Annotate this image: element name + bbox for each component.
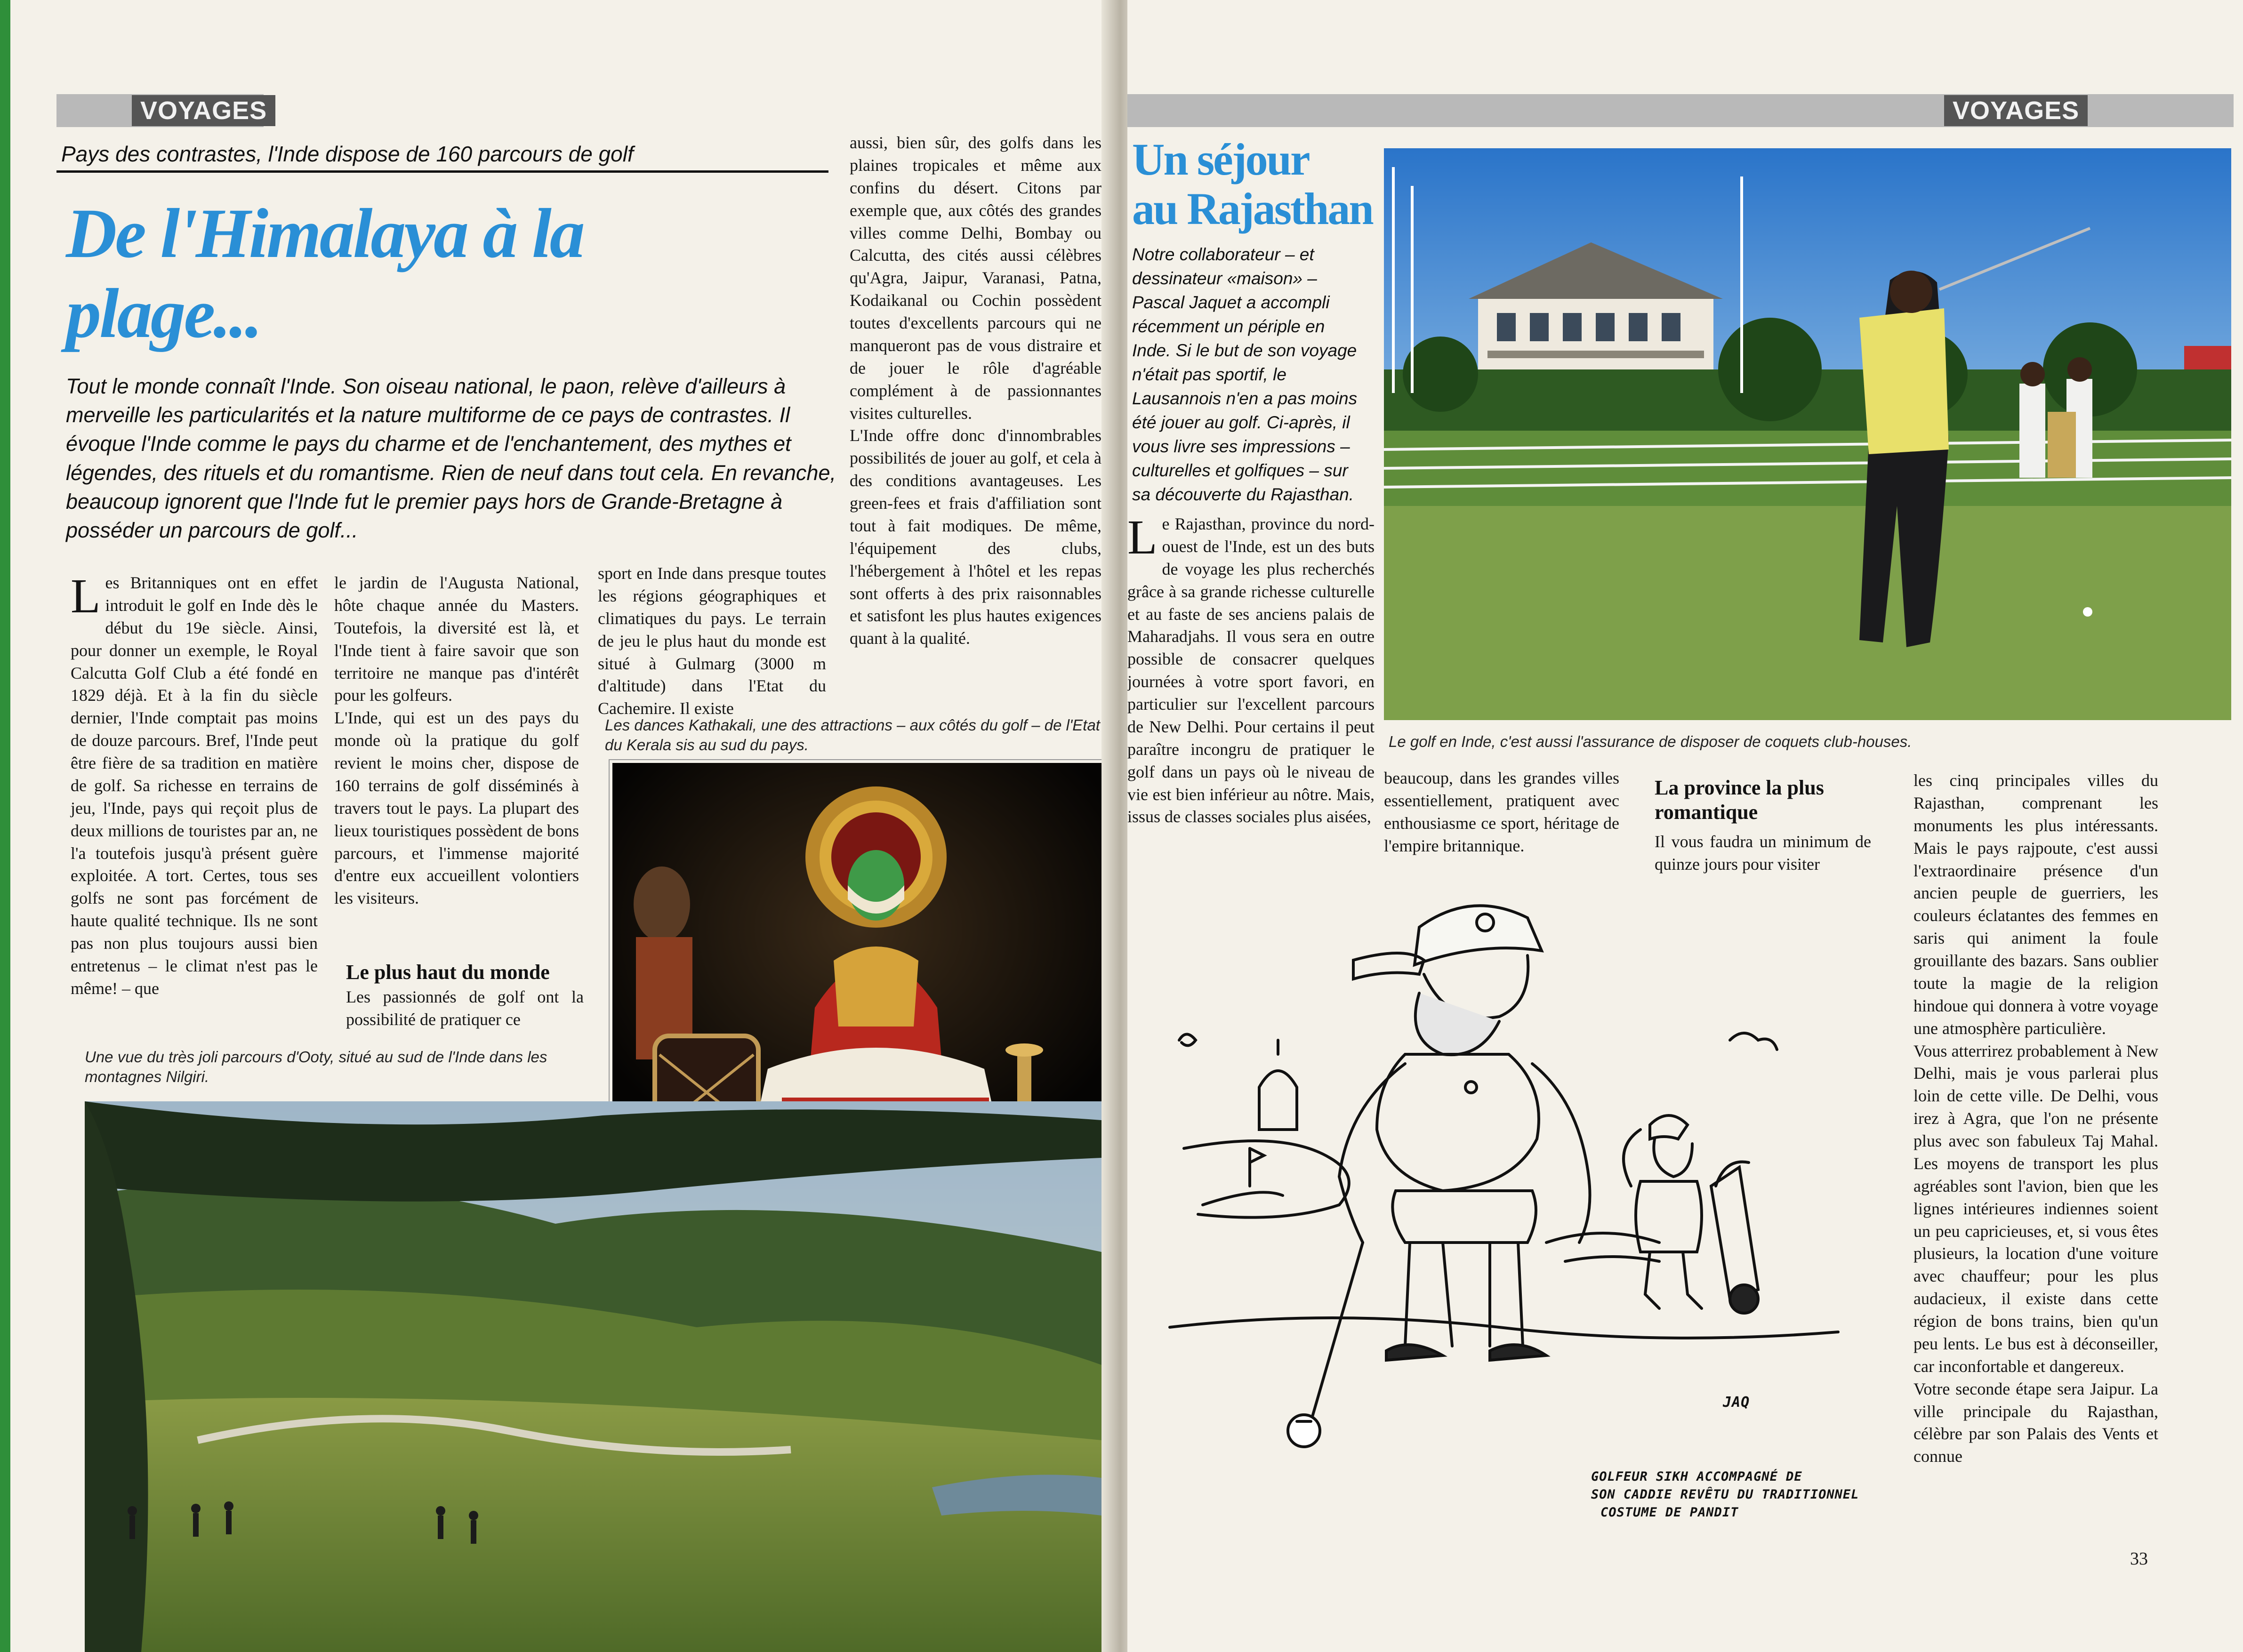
right-body-column-2: beaucoup, dans les grandes villes essentiellement, pratiquent avec enthousiasme ce sport, héritage de l'empire britannique. [1384, 769, 1619, 855]
column-2-text-a: le jardin de l'Augusta National, hôte chaque année du Masters. Toutefois, la diversité est là, et l'Inde tient à faire savoir que son territoire ne manque pas d'intérêt pour les golfeurs. [334, 573, 579, 705]
body-column-1 [71, 569, 318, 1000]
headline-line-1: De l'Himalaya à la [66, 194, 583, 273]
right-drop-cap: L [1127, 510, 1158, 564]
section-label-right: VOYAGES [1944, 95, 2088, 126]
cartoon-caption-line-1: GOLFEUR SIKH ACCOMPAGNÉ DE [1591, 1469, 1802, 1484]
cartoon-signature: JAQ [1723, 1394, 1750, 1411]
cartoon-caption-line-3: COSTUME DE PANDIT [1600, 1505, 1739, 1520]
subhead-highest: Le plus haut du monde [346, 961, 550, 984]
headline-rajasthan-line-2: au Rajasthan [1132, 184, 1373, 234]
left-page [0, 0, 1116, 1652]
cartoon-caption-line-2: SON CADDIE REVÊTU DU TRADITIONNEL [1591, 1487, 1859, 1502]
body-column-2 [334, 572, 579, 910]
right-body-column-1 [1127, 510, 1375, 828]
right-column-4-text-c: Votre seconde étape sera Jaipur. La ville principale du Rajasthan, célèbre par son Palais des Vents et connue [1913, 1379, 2158, 1466]
column-4-text-a: aussi, bien sûr, des golfs dans les plaines tropicales et même aux confins du désert. Citons par exemple que, aux côtés des grandes villes comme Delhi, Bombay ou Calcutta, des cités aussi célèbres qu'Agra, Jaipur, Varanasi, Patna, Kodaikanal ou Cochin possèdent toutes d'excellents parcours qui ne manqueront pas de vous distraire et de jouer le rôle d'agréable complément à de passionnantes visites culturelles. [850, 133, 1101, 423]
ooty-golf-course-photo [85, 1101, 1101, 1652]
right-column-1-text: e Rajasthan, province du nord-ouest de l'Inde, est un des buts de voyage les plus recherchés grâce à sa grande richesse culturelle et au faste de ses anciens palais de Maharadjahs. Il vous sera en outre possible de consacrer quelques journées à votre sport favori, en particulier sur l'excellent parcours de New Delhi. Pour certains il peut paraître incongru de pratiquer le golf dans un pays où le niveau de vie est bien inférieur au nôtre. Mais, issus de classes sociales plus aisées, [1127, 514, 1375, 826]
right-page [1127, 0, 2243, 1652]
clubhouse-photo [1384, 148, 2231, 720]
section-label-left: VOYAGES [132, 95, 275, 126]
ooty-caption: Une vue du très joli parcours d'Ooty, situé au sud de l'Inde dans les montagnes Nilgiri. [85, 1048, 547, 1086]
headline-rajasthan-line-1: Un séjour [1132, 134, 1309, 184]
page-number: 33 [2130, 1549, 2148, 1569]
column-2-text-c: Les passionnés de golf ont la possibilité de pratiquer ce [346, 987, 584, 1029]
kicker: Pays des contrastes, l'Inde dispose de 160 parcours de golf [61, 142, 634, 166]
dancer-caption: Les dances Kathakali, une des attractions – aux côtés du golf – de l'Etat du Kerala sis au sud du pays. [605, 716, 1100, 754]
column-4-text-b: L'Inde offre donc d'innombrables possibilités de jouer au golf, et cela à des conditions avantageuses. Les green-fees et frais d'affiliation sont tout à fait modiques. De même, l'équipement des clubs, l'hébergement à l'hôtel et les repas sont offerts à des prix raisonnables et satisfont les plus hautes exigences quant à la qualité. [850, 426, 1101, 648]
right-column-4-text-b: Vous atterrirez probablement à New Delhi, mais je vous parlerai plus loin de cette ville. De Delhi, vous irez à Agra, que l'on ne présente plus avec son fabuleux Taj Mahal. Les moyens de transport les plus agréables sont l'avion, bien que les lignes intérieures indiennes soient un peu capricieuses, et, si vous êtes plusieurs, la location d'une voiture avec chauffeur; pour les plus audacieux, il existe dans cette région de bons trains, bien qu'un peu lents. Le bus est à déconseiller, car inconfortable et dangereux. [1913, 1041, 2158, 1376]
intro-paragraph: Notre collaborateur – et dessinateur «maison» – Pascal Jaquet a accompli récemment un périple en Inde. Si le but de son voyage n'était pas sportif, le Lausannois n'en a pas moins été jouer au golf. Ci-après, il vous livre ses impressions – culturelles et golfiques – sur sa découverte du Rajasthan. [1132, 245, 1358, 505]
column-2-text-b: L'Inde, qui est un des pays du monde où la pratique du golf revient le moins cher, dispose de 160 terrains de golf disséminés à travers tout le pays. La plupart des lieux touristiques possèdent de bons parcours, et l'immense majorité d'entre eux accueillent volontiers les visiteurs. [334, 708, 579, 908]
body-column-3: sport en Inde dans presque toutes les régions géographiques et climatiques du pays. Le terrain de jeu le plus haut du monde est situé à Gulmarg (3000 m d'altitude) dans l'Etat du Cachemire. Il existe [598, 564, 826, 718]
kicker-rule [56, 170, 828, 173]
right-body-column-3: Il vous faudra un minimum de quinze jours pour visiter [1655, 832, 1871, 874]
right-column-4-text-a: les cinq principales villes du Rajasthan, comprenant les monuments les plus intéressants. Mais le pays rajpoute, c'est aussi l'extraordinaire présence d'un ancien peuple de guerriers, les couleurs éclatantes des femmes en saris qui animent la foule grouillante des bazars. Sans oublier toute la magie de la religion hindoue qui donnera à votre voyage une atmosphère particulière. [1913, 771, 2158, 1038]
subhead-romantic: La province la plus romantique [1655, 776, 1824, 824]
headline-line-2: plage... [66, 274, 261, 353]
drop-cap: L [71, 569, 101, 623]
golfer-cartoon-illustration [1142, 885, 1857, 1464]
body-column-4 [850, 132, 1101, 650]
column-1-text: es Britanniques ont en effet introduit le golf en Inde dès le début du 19e siècle. Ainsi, pour donner un exemple, le Royal Calcutta Golf Club a été fondé en 1829 déjà. Et à la fin du siècle dernier, l'Inde comptait pas moins de douze parcours. Bref, l'Inde peut être fière de sa tradition en matière de golf. Sa richesse en terrains de jeu, l'Inde, pays qui reçoit plus de deux millions de touristes par an, ne l'a toutefois jusqu'à présent guère exploitée. A tort. Certes, tous ses golfs ne sont pas forcément de haute qualité technique. Ils ne sont pas non plus toujours aussi bien entretenus – le climat n'est pas le même! – que [71, 573, 318, 998]
right-body-column-4 [1913, 770, 2158, 1468]
clubhouse-caption: Le golf en Inde, c'est aussi l'assurance de disposer de coquets club-houses. [1389, 733, 1912, 750]
chapeau: Tout le monde connaît l'Inde. Son oiseau national, le paon, relève d'ailleurs à merveille les particularités et la nature multiforme de ce pays de contrastes. Il évoque l'Inde comme le pays du charme et de l'enchantement, des mythes et légendes, des rituels et du romantisme. Rien de neuf dans tout cela. En revanche, beaucoup ignorent que l'Inde fut le premier pays hors de Grande-Bretagne à posséder un parcours de golf... [66, 374, 836, 542]
green-page-edge [0, 0, 10, 1652]
